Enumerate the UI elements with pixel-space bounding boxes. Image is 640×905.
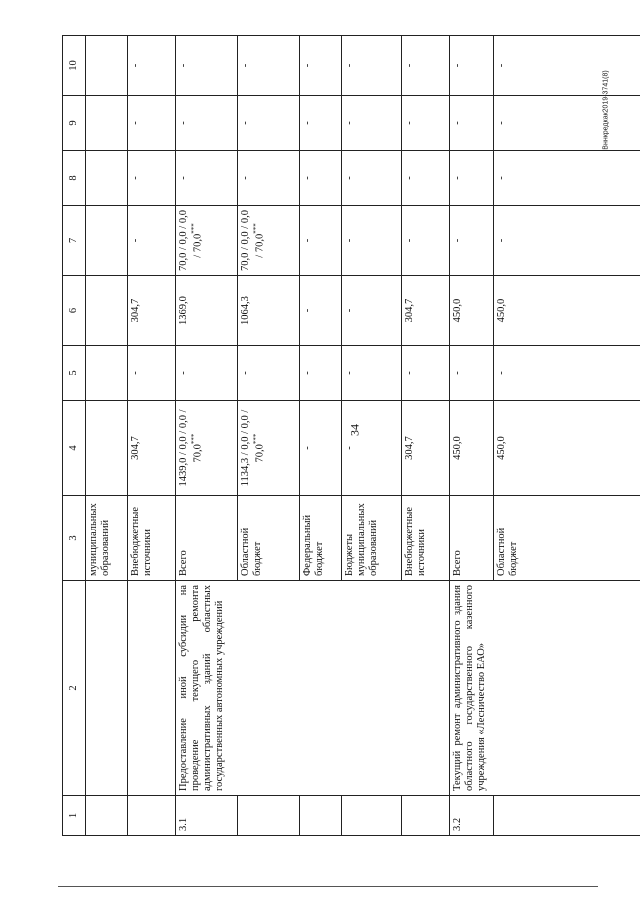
cell-year-6: - — [300, 276, 342, 346]
cell-year-10 — [86, 36, 128, 96]
page-bottom-rule — [58, 886, 598, 887]
cell-year-7-value: 70,0 / 0,0 / 0,0 / 70,0 — [240, 210, 266, 271]
cell-source: муниципальных образований — [86, 496, 128, 581]
cell-source: Внебюджетные источники — [402, 496, 450, 581]
cell-year-7 — [176, 206, 238, 276]
cell-year-5: - — [128, 346, 176, 401]
cell-year-9: - — [494, 96, 640, 151]
header-cell: 8 — [63, 151, 86, 206]
cell-year-9: - — [300, 96, 342, 151]
cell-year-8 — [86, 151, 128, 206]
table-row — [128, 36, 176, 836]
cell-year-6 — [86, 276, 128, 346]
cell-total — [86, 401, 128, 496]
cell-year-9: - — [402, 96, 450, 151]
cell-year-8: - — [176, 151, 238, 206]
footnote-mark: *** — [190, 433, 199, 445]
cell-year-10: - — [128, 36, 176, 96]
cell-year-9 — [86, 96, 128, 151]
cell-year-6: - — [342, 276, 402, 346]
cell-year-10: - — [450, 36, 494, 96]
header-cell: 1 — [63, 796, 86, 836]
table-row — [176, 36, 238, 836]
cell-number — [238, 796, 300, 836]
cell-year-8: - — [342, 151, 402, 206]
cell-total: - — [300, 401, 342, 496]
cell-name — [86, 581, 128, 796]
cell-total-value: 1134,3 / 0,0 / 0,0 / 70,0 — [240, 409, 266, 487]
cell-source: Внебюджетные источники — [128, 496, 176, 581]
cell-source: Федеральный бюджет — [300, 496, 342, 581]
cell-year-5: - — [494, 346, 640, 401]
cell-year-8: - — [450, 151, 494, 206]
cell-total: - — [342, 401, 402, 496]
cell-year-8: - — [238, 151, 300, 206]
cell-number — [342, 796, 402, 836]
cell-year-5: - — [450, 346, 494, 401]
cell-year-10: - — [402, 36, 450, 96]
cell-year-9: - — [176, 96, 238, 151]
cell-total: 450,0 — [494, 401, 640, 496]
cell-year-7 — [238, 206, 300, 276]
header-cell: 9 — [63, 96, 86, 151]
table-row — [450, 36, 494, 836]
header-cell: 2 — [63, 581, 86, 796]
cell-total-value: 1439,0 / 0,0 / 0,0 / 70,0 — [178, 409, 204, 487]
cell-year-10: - — [300, 36, 342, 96]
cell-year-7: - — [128, 206, 176, 276]
cell-year-8: - — [402, 151, 450, 206]
cell-source: Областной бюджет — [238, 496, 300, 581]
header-cell: 7 — [63, 206, 86, 276]
cell-year-7: - — [402, 206, 450, 276]
cell-year-7: - — [450, 206, 494, 276]
cell-year-7: - — [300, 206, 342, 276]
cell-number: 3.2 — [450, 796, 494, 836]
cell-total: 304,7 — [128, 401, 176, 496]
header-cell: 10 — [63, 36, 86, 96]
rotated-table-container — [62, 36, 640, 836]
cell-year-9: - — [128, 96, 176, 151]
cell-year-6: 304,7 — [128, 276, 176, 346]
cell-year-10: - — [494, 36, 640, 96]
cell-year-6: 450,0 — [450, 276, 494, 346]
cell-total — [176, 401, 238, 496]
cell-year-8: - — [128, 151, 176, 206]
cell-year-5 — [86, 346, 128, 401]
cell-year-8: - — [300, 151, 342, 206]
cell-year-5: - — [342, 346, 402, 401]
cell-name: Текущий ремонт административного здания областного государственного казенного учреждения «Лесничество ЕАО» — [450, 581, 640, 796]
budget-table — [62, 35, 640, 836]
page-number: 34 — [347, 424, 362, 436]
cell-number — [128, 796, 176, 836]
cell-number — [300, 796, 342, 836]
cell-number: 3.1 — [176, 796, 238, 836]
cell-year-10: - — [342, 36, 402, 96]
cell-number — [402, 796, 450, 836]
cell-year-5: - — [300, 346, 342, 401]
cell-source: Всего — [450, 496, 494, 581]
header-cell: 5 — [63, 346, 86, 401]
cell-year-7: - — [494, 206, 640, 276]
header-cell: 3 — [63, 496, 86, 581]
header-cell: 6 — [63, 276, 86, 346]
cell-total — [238, 401, 300, 496]
cell-source: Бюджеты муниципальных образований — [342, 496, 402, 581]
cell-name — [128, 581, 176, 796]
cell-year-5: - — [176, 346, 238, 401]
cell-year-5: - — [402, 346, 450, 401]
cell-year-9: - — [450, 96, 494, 151]
cell-year-7-value: 70,0 / 0,0 / 0,0 / 70,0 — [178, 210, 204, 271]
cell-year-9: - — [342, 96, 402, 151]
cell-number — [86, 796, 128, 836]
cell-year-10: - — [176, 36, 238, 96]
cell-year-7: - — [342, 206, 402, 276]
cell-year-6: 1064,3 — [238, 276, 300, 346]
footnote-mark: *** — [252, 433, 261, 445]
document-watermark: Вннкредкак2019-3741(8) — [602, 70, 610, 150]
cell-year-6: 304,7 — [402, 276, 450, 346]
cell-year-8: - — [494, 151, 640, 206]
cell-total: 450,0 — [450, 401, 494, 496]
cell-year-9: - — [238, 96, 300, 151]
cell-year-6: 1369,0 — [176, 276, 238, 346]
table-header-row — [63, 36, 86, 836]
table-row — [86, 36, 128, 836]
cell-year-6: 450,0 — [494, 276, 640, 346]
footnote-mark: *** — [190, 223, 199, 234]
cell-number — [494, 796, 640, 836]
footnote-mark: *** — [252, 223, 261, 234]
cell-total: 304,7 — [402, 401, 450, 496]
cell-name: Предоставление иной субсидии на проведение текущего ремонта административных зданий областных государственных автономных учреждений — [176, 581, 450, 796]
cell-year-7 — [86, 206, 128, 276]
cell-source: Областной бюджет — [494, 496, 640, 581]
cell-source: Всего — [176, 496, 238, 581]
header-cell: 4 — [63, 401, 86, 496]
cell-year-5: - — [238, 346, 300, 401]
cell-year-10: - — [238, 36, 300, 96]
